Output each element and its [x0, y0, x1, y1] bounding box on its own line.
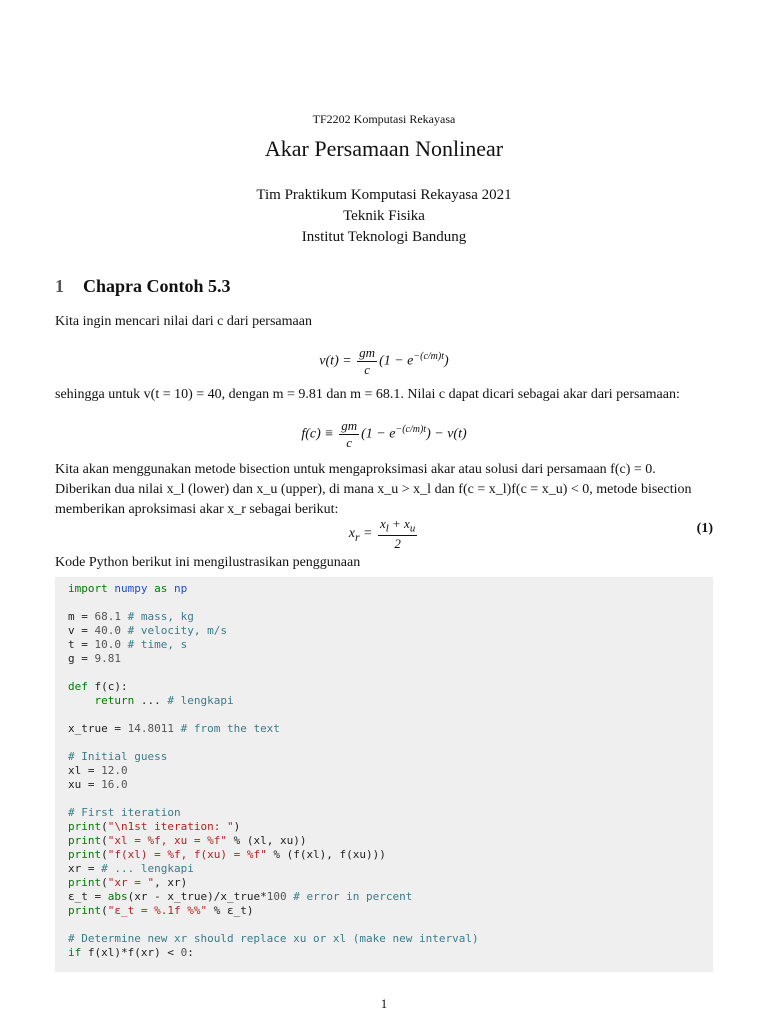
section-heading — [55, 276, 231, 297]
paragraph-code-intro: Kode Python berikut ini mengilustrasikan penggunaan — [55, 555, 361, 570]
equation-bisection: $x_r$ = $\frac{x_l + x_u}{2}$ — [348, 516, 416, 551]
author-line: Teknik Fisika — [343, 208, 425, 224]
equation-velocity: v(t) = $\frac{gm}{c}$ $(1 - e^{-(c/m)t})$ — [319, 345, 449, 377]
author-line: Tim Praktikum Komputasi Rekayasa 2021 — [256, 187, 512, 203]
code-keyword: import — [68, 582, 108, 595]
paragraph-bisection: Kita akan menggunakan metode bisection untuk mengaproksimasi akar atau solusi dari persamaan f(c) = 0. Diberikan dua nilai x_l (lower) dan x_u (upper), di mana x_u > x_l dan f(c = x_l)f(c = x_u) < 0, metode bisection memberikan aproksimasi akar x_r sebagai berikut: — [55, 462, 692, 517]
section-number: 1 — [55, 276, 64, 296]
page-number: 1 — [380, 996, 388, 1011]
author-block — [0, 185, 768, 248]
author-line: Institut Teknologi Bandung — [301, 229, 467, 245]
document-title: Akar Persamaan Nonlinear — [264, 136, 504, 161]
section-title: Chapra Contoh 5.3 — [83, 276, 231, 296]
course-code: TF2202 Komputasi Rekayasa — [312, 112, 456, 126]
equation-label: (1) — [696, 521, 713, 536]
equation-root-function: f(c) ≡ $\frac{gm}{c}$ $(1 - e^{-(c/m)t}) - v(t)$ — [301, 418, 467, 450]
paragraph-condition: sehingga untuk v(t = 10) = 40, dengan m = 9.81 dan m = 68.1. Nilai c dapat dicari sebagai akar dari persamaan: — [55, 387, 680, 402]
paragraph-intro: Kita ingin mencari nilai dari c dari persamaan — [55, 314, 312, 329]
code-block: import numpy as np m = 68.1 # mass, kg v = 40.0 # velocity, m/s t = 10.0 # time, s g = 9.81 def f(c): return ... # lengkapi x_true = 14.8011 # from the text # Initial guess xl = 12.0 xu = 16.0 # First iteration print("\n1st iteration: ") print("xl = %f, xu = %f" % (xl, xu)) print("f(xl) = %f, f(xu) = %f" % (f(xl), f(xu))) xr = # ... lengkapi print("xr = ", xr) ε_t = abs(xr - x_true)/x_true*100 # error in percent print("ε_t = %.1f %%" % ε_t) # Determine new xr should replace xu or xl (make new interval) if f(xl)*f(xr) < 0: — [55, 577, 713, 972]
